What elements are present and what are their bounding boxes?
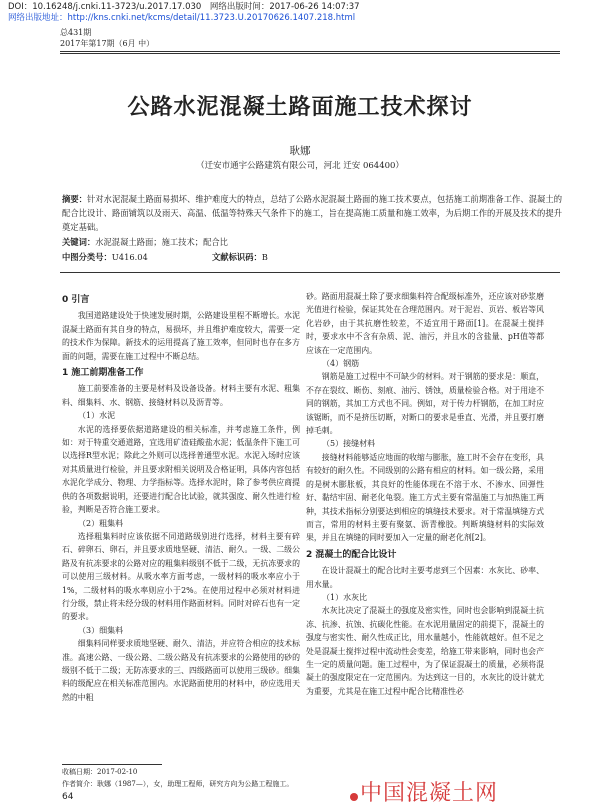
page-number: 64 <box>62 792 74 802</box>
doc-code-label: 文献标识码： <box>212 252 262 262</box>
abstract-rule <box>60 272 560 273</box>
subsection-water-cement-ratio: （1）水灰比 <box>322 592 368 602</box>
section-0-paragraph: 我国道路建设处于快速发展时期，公路建设里程不断增长。水泥混凝土路面有其自身的特点，易损坏，并且维护难度较大，需要一定的技术作为保障。新技术的运用提高了施工效率，但同时也存在多方面的问题，需要在施工过程中不断总结。 <box>62 311 300 361</box>
author-name: 耿娜 <box>289 145 311 157</box>
issue-number: 2017年第17期（6月 中） <box>60 39 155 48</box>
cement-paragraph: 水泥的选择要依据道路建设的相关标准，并考虑施工条件，例如：对于特重交通道路，宜选用矿渣硅酸盐水泥；低温条件下施工可以选择R型水泥；除此之外则可以选择普通型水泥。水泥入场时应该对其质量进行检验，并且要求附相关说明及合格证明，具体内容包括水泥化学成分、物理、力学指标等。选择水泥时，除了参考供应商提供的各项数据说明，还要进行配合比试验，就其强度、耐久性进行检验，判断是否符合施工要求。 <box>62 424 300 515</box>
doi-header <box>8 2 360 24</box>
right-column <box>306 290 544 698</box>
subsection-joint-material: （5）接缝材料 <box>322 439 376 449</box>
section-0-heading: 0 引言 <box>62 295 90 305</box>
coarse-aggregate-paragraph: 选择粗集料时应该依据不同道路级别进行选择，材料主要有碎石、碎卵石、卵石，并且要求质地坚硬、清洁、耐久。一级、二级公路及有抗冻要求的公路对应的粗集料级别不低于二级，无抗冻要求的可以使用三级材料。从吸水率方面考虑，一级材料的吸水率应小于1%，二级材料的吸水率则应小于2%。在使用过程中必须对材料进行分级，禁止将未经分级的材料用作路面材料。同时对碎石也有一定的要求。 <box>62 531 300 622</box>
abstract-text: 针对水泥混凝土路面易损坏、维护难度大的特点，总结了公路水泥混凝土路面的施工技术要点，包括施工前期准备工作、混凝土的配合比设计、路面铺筑以及雨天、高温、低温等特殊天气条件下的施工，旨在提高施工质量和施工效率，为后期工作的开展及技术的提升奠定基础。 <box>62 194 562 232</box>
abstract <box>62 192 562 234</box>
doc-code-value: B <box>261 252 268 262</box>
fine-aggregate-paragraph: 细集料同样要求质地坚硬、耐久、清洁，并应符合相应的技术标准。高速公路、一级公路、二级公路及有抗冻要求的公路使用的砂的级别不低于二级；无防冻要求的三、四级路面可以使用三级砂。细集料的级配应在相关标准范围内。水泥路面使用的材料中，砂应选用天然的中粗 <box>62 639 300 702</box>
clc-label: 中图分类号： <box>62 252 112 262</box>
keywords-label: 关键词： <box>62 237 96 247</box>
doi-line: DOI：10.16248/j.cnki.11-3723/u.2017.17.030 网络出版时间：2017-06-26 14:07:37 <box>8 2 360 12</box>
footnote-rule <box>62 764 162 765</box>
author-bio: 作者简介：耿娜（1987—），女，助理工程师，研究方向为公路工程施工。 <box>62 780 294 788</box>
abstract-label: 摘要： <box>62 194 88 204</box>
received-date: 收稿日期：2017-02-10 <box>62 768 138 776</box>
continued-paragraph: 砂。路面用混凝土除了要求细集料符合配级标准外，还应该对砂浆磨光值进行检验，保证其处在合理范围内。对于泥岩、页岩、板岩等风化岩砂，由于其抗磨性较差，不适宜用于路面[1]。在混凝土搅拌时，要求水中不含有杂质、泥、油污，并且水的含盐量、pH值等都应该在一定范围内。 <box>306 292 544 355</box>
subsection-rebar: （4）钢筋 <box>322 359 360 369</box>
subsection-cement: （1）水泥 <box>78 411 116 421</box>
top-rule-thin <box>60 53 560 54</box>
top-rule <box>60 51 560 52</box>
section-1-heading: 1 施工前期准备工作 <box>62 368 144 379</box>
keywords-text: 水泥混凝土路面；施工技术；配合比 <box>95 237 228 247</box>
keywords <box>62 236 228 248</box>
issue-total: 总431期 <box>60 28 92 37</box>
classification <box>62 251 562 263</box>
section-2-paragraph: 在设计混凝土的配合比时主要考虑到三个因素：水灰比、砂率、用水量。 <box>306 566 544 589</box>
rebar-paragraph: 钢筋是施工过程中不可缺少的材料。对于钢筋的要求是：顺直，不存在裂纹、断伤、刻痕、油污、锈蚀，质量检验合格。对于用途不同的钢筋，其加工方式也不同。例如，对于传力杆钢筋，在加工时应该锯断，而不是挤压切断，对断口的要求是垂直、光滑，并且要打磨掉毛刺。 <box>306 372 544 436</box>
section-2-heading: 2 混凝土的配合比设计 <box>306 549 397 560</box>
joint-material-paragraph: 接缝材料能够适应地面的收缩与膨胀，施工时不会存在变形，具有较好的耐久性。不同级别的公路有相应的材料。如一级公路，采用的是树木膨胀板，其良好的性能体现在不溶于水、不渗水、回弹性好、黏结牢固、耐老化龟裂。施工方式主要有常温施工与加热施工两种，其技术指标分别要达到相应的填缝技术要求。对于常温填缝方式而言，常用的材料主要有聚氨、沥青橡胶。判断填缝材料的实际效果，并且在填缝的同时要加入一定量的耐老化剂[2]。 <box>306 452 544 543</box>
paper-title: 公路水泥混凝土路面施工技术探讨 <box>127 95 473 120</box>
watermark-logo-icon <box>350 793 358 801</box>
clc-value: U416.04 <box>111 252 148 262</box>
footnote <box>62 766 293 790</box>
subsection-fine-aggregate: （3）细集料 <box>78 625 124 635</box>
subsection-coarse-aggregate: （2）粗集料 <box>78 518 124 528</box>
watermark: 中国混凝土网 <box>360 781 499 806</box>
water-cement-paragraph: 水灰比决定了混凝土的强度及密实性，同时也会影响到混凝土抗冻、抗渗、抗蚀、抗碳化性能。在水泥用量固定的前提下，混凝土的强度与密实性、耐久性成正比，用水量越小，性能就越好。但不足之处是混凝土搅拌过程中流动性会变差，给施工带来影响，同时也会产生一定的质量问题。施工过程中，为了保证混凝土的质量，必须将混凝土的强度限定在一定范围内。为达到这一目的，水灰比的设计就尤为重要，尤其是在施工过程中配合比精准性必 <box>306 606 544 696</box>
left-column <box>62 290 300 704</box>
issue-info <box>60 27 154 49</box>
section-1-paragraph: 施工前要准备的主要是材料及设备设备。材料主要有水泥、粗集料、细集料、水、钢筋、接缝材料以及沥青等。 <box>62 384 300 407</box>
online-url-link[interactable]: 网络出版地址：http://kns.cnki.net/kcms/detail/11.3723.U.20170626.1407.218.html <box>8 13 356 23</box>
author-affiliation: （迁安市通宇公路建筑有限公司，河北 迁安 064400） <box>196 161 404 171</box>
